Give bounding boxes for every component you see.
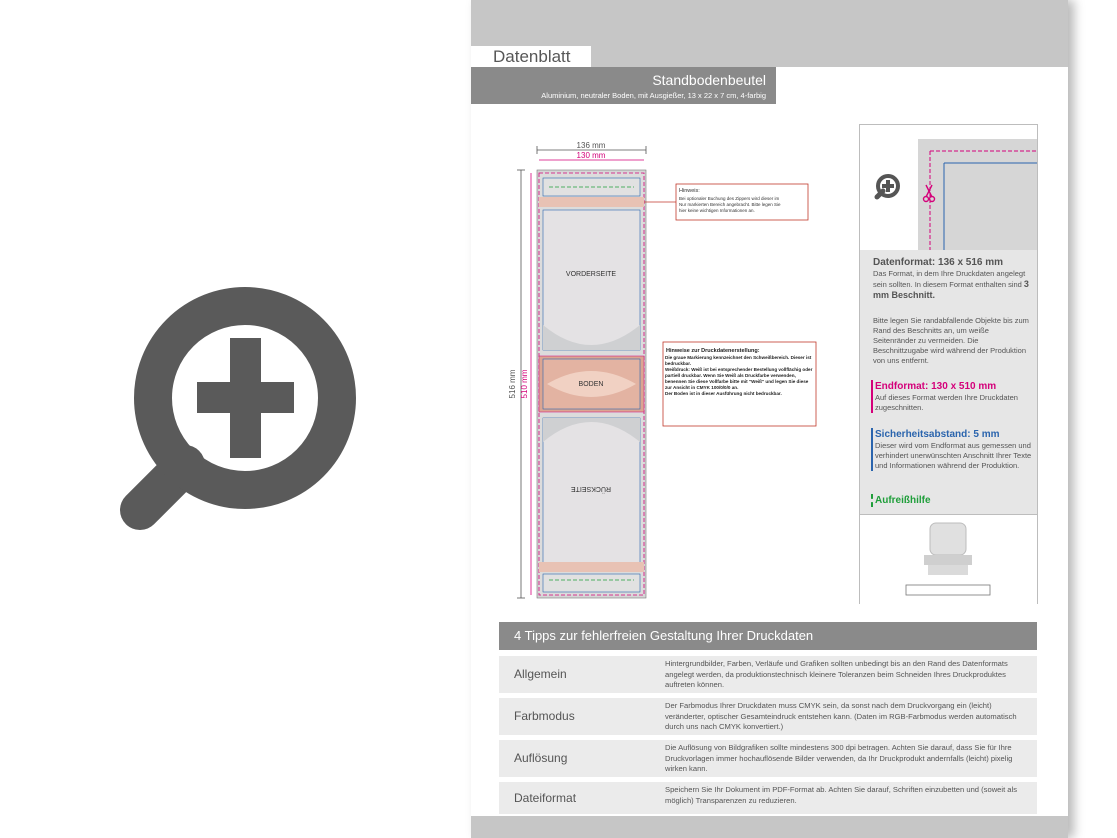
- product-bar: [471, 67, 776, 104]
- tip-row: [499, 698, 1037, 735]
- format-details: [860, 250, 1037, 514]
- corner-preview: [860, 125, 1037, 250]
- hint-text-1: Bei optionaler Buchung des Zippers wird dieser im: [679, 196, 780, 201]
- format-info-panel: [859, 124, 1038, 604]
- notes-item: Der Boden ist in dieser Ausführung nicht bedruckbar.: [665, 391, 782, 396]
- inner-height-label: 510 mm: [520, 369, 529, 399]
- product-description: Aluminium, neutraler Boden, mit Ausgießer, 13 x 22 x 7 cm, 4-farbig: [541, 91, 766, 100]
- front-label: VORDERSEITE: [565, 271, 617, 278]
- sheet-title: Datenblatt: [471, 46, 591, 67]
- tip-label: Allgemein: [514, 667, 567, 681]
- spout-graphic: [860, 515, 1037, 604]
- notes-title: Hinweise zur Druckdatenerstellung:: [666, 348, 760, 354]
- zoom-in-icon[interactable]: [877, 176, 898, 197]
- tip-row: [499, 782, 1037, 814]
- tip-label: Farbmodus: [514, 709, 575, 723]
- hint-title: Hinweis:: [679, 188, 700, 194]
- title-strip: [591, 46, 1068, 67]
- header-band: [471, 0, 1068, 46]
- notes-item: Weißdruck: Weiß ist bei entsprechender Bestellung vollflächig oder partiell druckbar. Wenn Sie Weiß als Druckfarbe verwenden, benennen Sie diese Vollfarbe bitte mit "Weiß" und legen Sie diese zur Ansicht in CMYK 100/0/0/0 an.: [665, 367, 813, 390]
- tip-text: Hintergrundbilder, Farben, Verläufe und Grafiken sollten unbedingt bis an den Rand des Datenformats angelegt werden, da produktionstechnisch kleinere Toleranzen beim Schneiden Ihres Druckproduktes auftreten können.: [665, 659, 1008, 689]
- sicherheit-title: Sicherheitsabstand: 5 mm: [875, 429, 1000, 440]
- outer-height-label: 516 mm: [508, 369, 517, 399]
- footer-band: [471, 816, 1068, 838]
- tip-text: Der Farbmodus Ihrer Druckdaten muss CMYK sein, da sonst nach dem Druckvorgang ein (leicht) veränderter, optischer Gesamteindruck entstehen kann. (Daten im RGB-Farbmodus werden automatisch durch uns nach CMYK konvertiert.): [665, 701, 1017, 731]
- endformat-text: Auf dieses Format werden Ihre Druckdaten zugeschnitten.: [875, 393, 1018, 412]
- back-label: RÜCKSEITE: [570, 485, 612, 492]
- bottom-label: BODEN: [578, 381, 604, 388]
- inner-width-label: 130 mm: [576, 151, 606, 160]
- pouch-layout-diagram: [501, 140, 821, 610]
- outer-width-label: 136 mm: [576, 141, 606, 150]
- product-name: Standbodenbeutel: [652, 72, 766, 88]
- datenformat-text: Das Format, in dem Ihre Druckdaten angelegt sein sollten. In diesem Format enthalten sind: [873, 269, 1026, 289]
- datenformat-note: Bitte legen Sie randabfallende Objekte bis zum Rand des Beschnitts an, um weiße Seitenränder zu vermeiden. Die Beschnittzugabe wird während der Produktion von uns entfernt.: [873, 316, 1029, 365]
- datasheet-page: [471, 0, 1068, 838]
- hint-text-3: hier keine wichtigen Informationen an.: [679, 208, 755, 213]
- endformat-title: Endformat: 130 x 510 mm: [875, 381, 997, 392]
- tip-text: Speichern Sie Ihr Dokument im PDF-Format ab. Achten Sie darauf, Schriften einzubetten und (soweit als möglich) Transparenzen zu reduzieren.: [665, 785, 1018, 805]
- datenformat-bleed: 3 mm Beschnitt.: [873, 279, 1029, 300]
- tip-row: [499, 656, 1037, 693]
- tip-row: [499, 740, 1037, 777]
- notes-item: Die graue Markierung kennzeichnet den Schweißbereich. Dieser ist bedruckbar.: [665, 355, 812, 366]
- spout-preview: [860, 514, 1037, 604]
- datenformat-title: Datenformat: 136 x 516 mm: [873, 257, 1004, 268]
- zoom-in-icon[interactable]: [100, 280, 360, 550]
- tip-text: Die Auflösung von Bildgrafiken sollte mindestens 300 dpi betragen. Achten Sie darauf, dass Sie für Ihre Druckvorlagen immer hochauflösende Bilder verwenden, da Ihr Druckprodukt andernfalls (leicht) pixelig wirken kann.: [665, 743, 1013, 773]
- tips-heading: 4 Tipps zur fehlerfreien Gestaltung Ihrer Druckdaten: [499, 622, 1037, 650]
- tip-label: Dateiformat: [514, 791, 577, 805]
- sicherheit-text: Dieser wird vom Endformat aus gemessen und verhindert unerwünschten Anschnitt Ihrer Texte und Informationen während der Produktion.: [875, 441, 1032, 470]
- tip-label: Auflösung: [514, 751, 568, 765]
- aufreiss-title: Aufreißhilfe: [875, 495, 931, 506]
- hint-text-2: Nur markierten Bereich angebracht. Bitte legen Sie: [679, 202, 781, 207]
- corner-preview-graphic: [860, 125, 1037, 250]
